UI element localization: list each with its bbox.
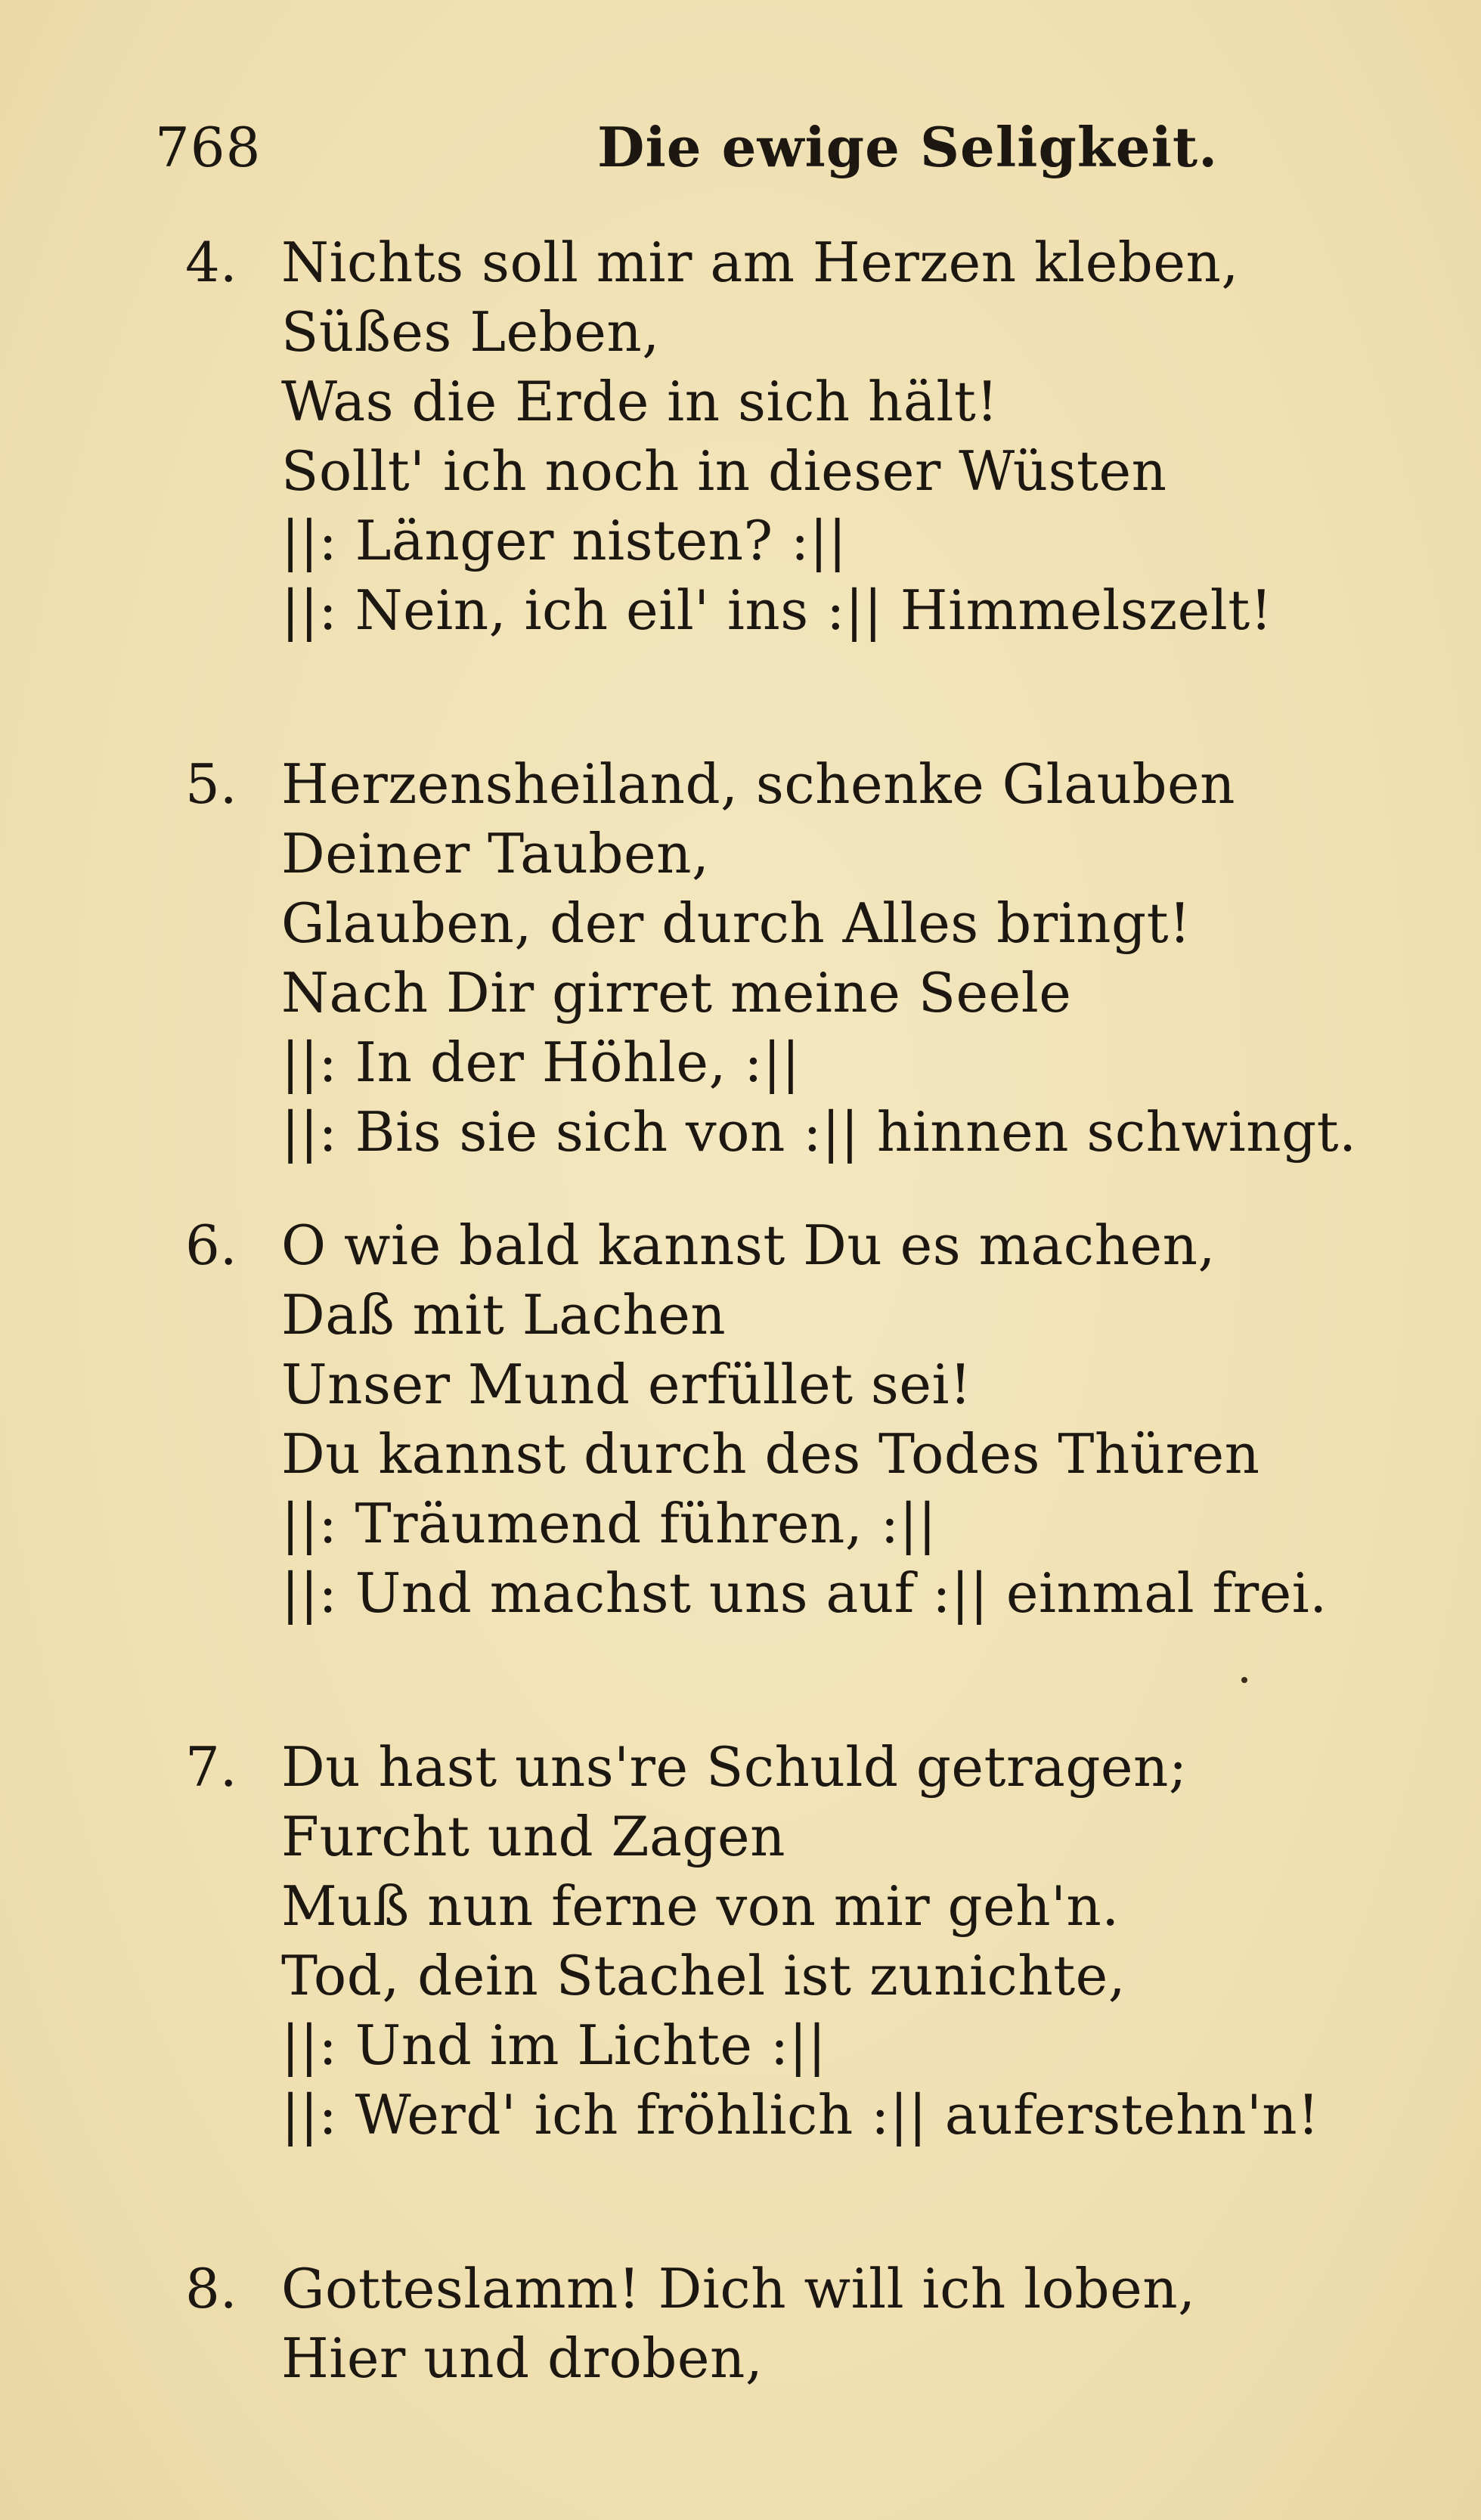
stanza-number: 5.: [185, 752, 237, 816]
stanza-number: 6.: [185, 1214, 237, 1277]
verse-line: Muß nun ferne von mir geh'n.: [281, 1874, 1120, 1938]
running-title: Die ewige Seligkeit.: [597, 115, 1219, 179]
verse-line: ||: Bis sie sich von :|| hinnen schwingt.: [281, 1100, 1357, 1164]
verse-line: Hier und droben,: [281, 2326, 764, 2390]
verse-line: Süßes Leben,: [281, 300, 660, 364]
verse-line: Glauben, der durch Alles bringt!: [281, 891, 1191, 955]
stanza-number: 8.: [185, 2257, 237, 2320]
verse-line: Du kannst durch des Todes Thüren: [281, 1422, 1260, 1486]
verse-line: ||: Träumend führen, :||: [281, 1492, 937, 1555]
ink-speck: [1241, 1677, 1247, 1683]
verse-line: Furcht und Zagen: [281, 1805, 786, 1868]
verse-line: Nichts soll mir am Herzen kleben,: [281, 231, 1239, 294]
stanza-number: 7.: [185, 1735, 237, 1799]
verse-line: ||: Werd' ich fröhlich :|| auferstehn'n!: [281, 2083, 1320, 2146]
verse-line: ||: Länger nisten? :||: [281, 509, 847, 572]
verse-line: Tod, dein Stachel ist zunichte,: [281, 1944, 1126, 2007]
verse-line: Gotteslamm! Dich will ich loben,: [281, 2257, 1196, 2320]
stanza-number: 4.: [185, 231, 237, 294]
verse-line: Nach Dir girret meine Seele: [281, 961, 1072, 1024]
verse-line: ||: Und im Lichte :||: [281, 2013, 827, 2077]
verse-line: Herzensheiland, schenke Glauben: [281, 752, 1236, 816]
verse-line: ||: Nein, ich eil' ins :|| Himmelszelt!: [281, 578, 1273, 642]
page-header: [0, 106, 1481, 189]
verse-line: O wie bald kannst Du es machen,: [281, 1214, 1216, 1277]
verse-line: Daß mit Lachen: [281, 1283, 727, 1347]
verse-line: ||: Und machst uns auf :|| einmal frei.: [281, 1561, 1328, 1625]
verse-line: Sollt' ich noch in dieser Wüsten: [281, 439, 1167, 503]
verse-line: ||: In der Höhle, :||: [281, 1031, 801, 1094]
verse-line: Unser Mund erfüllet sei!: [281, 1353, 972, 1416]
page-number: 768: [155, 116, 262, 179]
verse-line: Was die Erde in sich hält!: [281, 370, 999, 433]
verse-line: Deiner Tauben,: [281, 822, 710, 885]
verse-line: Du hast uns're Schuld getragen;: [281, 1735, 1188, 1799]
